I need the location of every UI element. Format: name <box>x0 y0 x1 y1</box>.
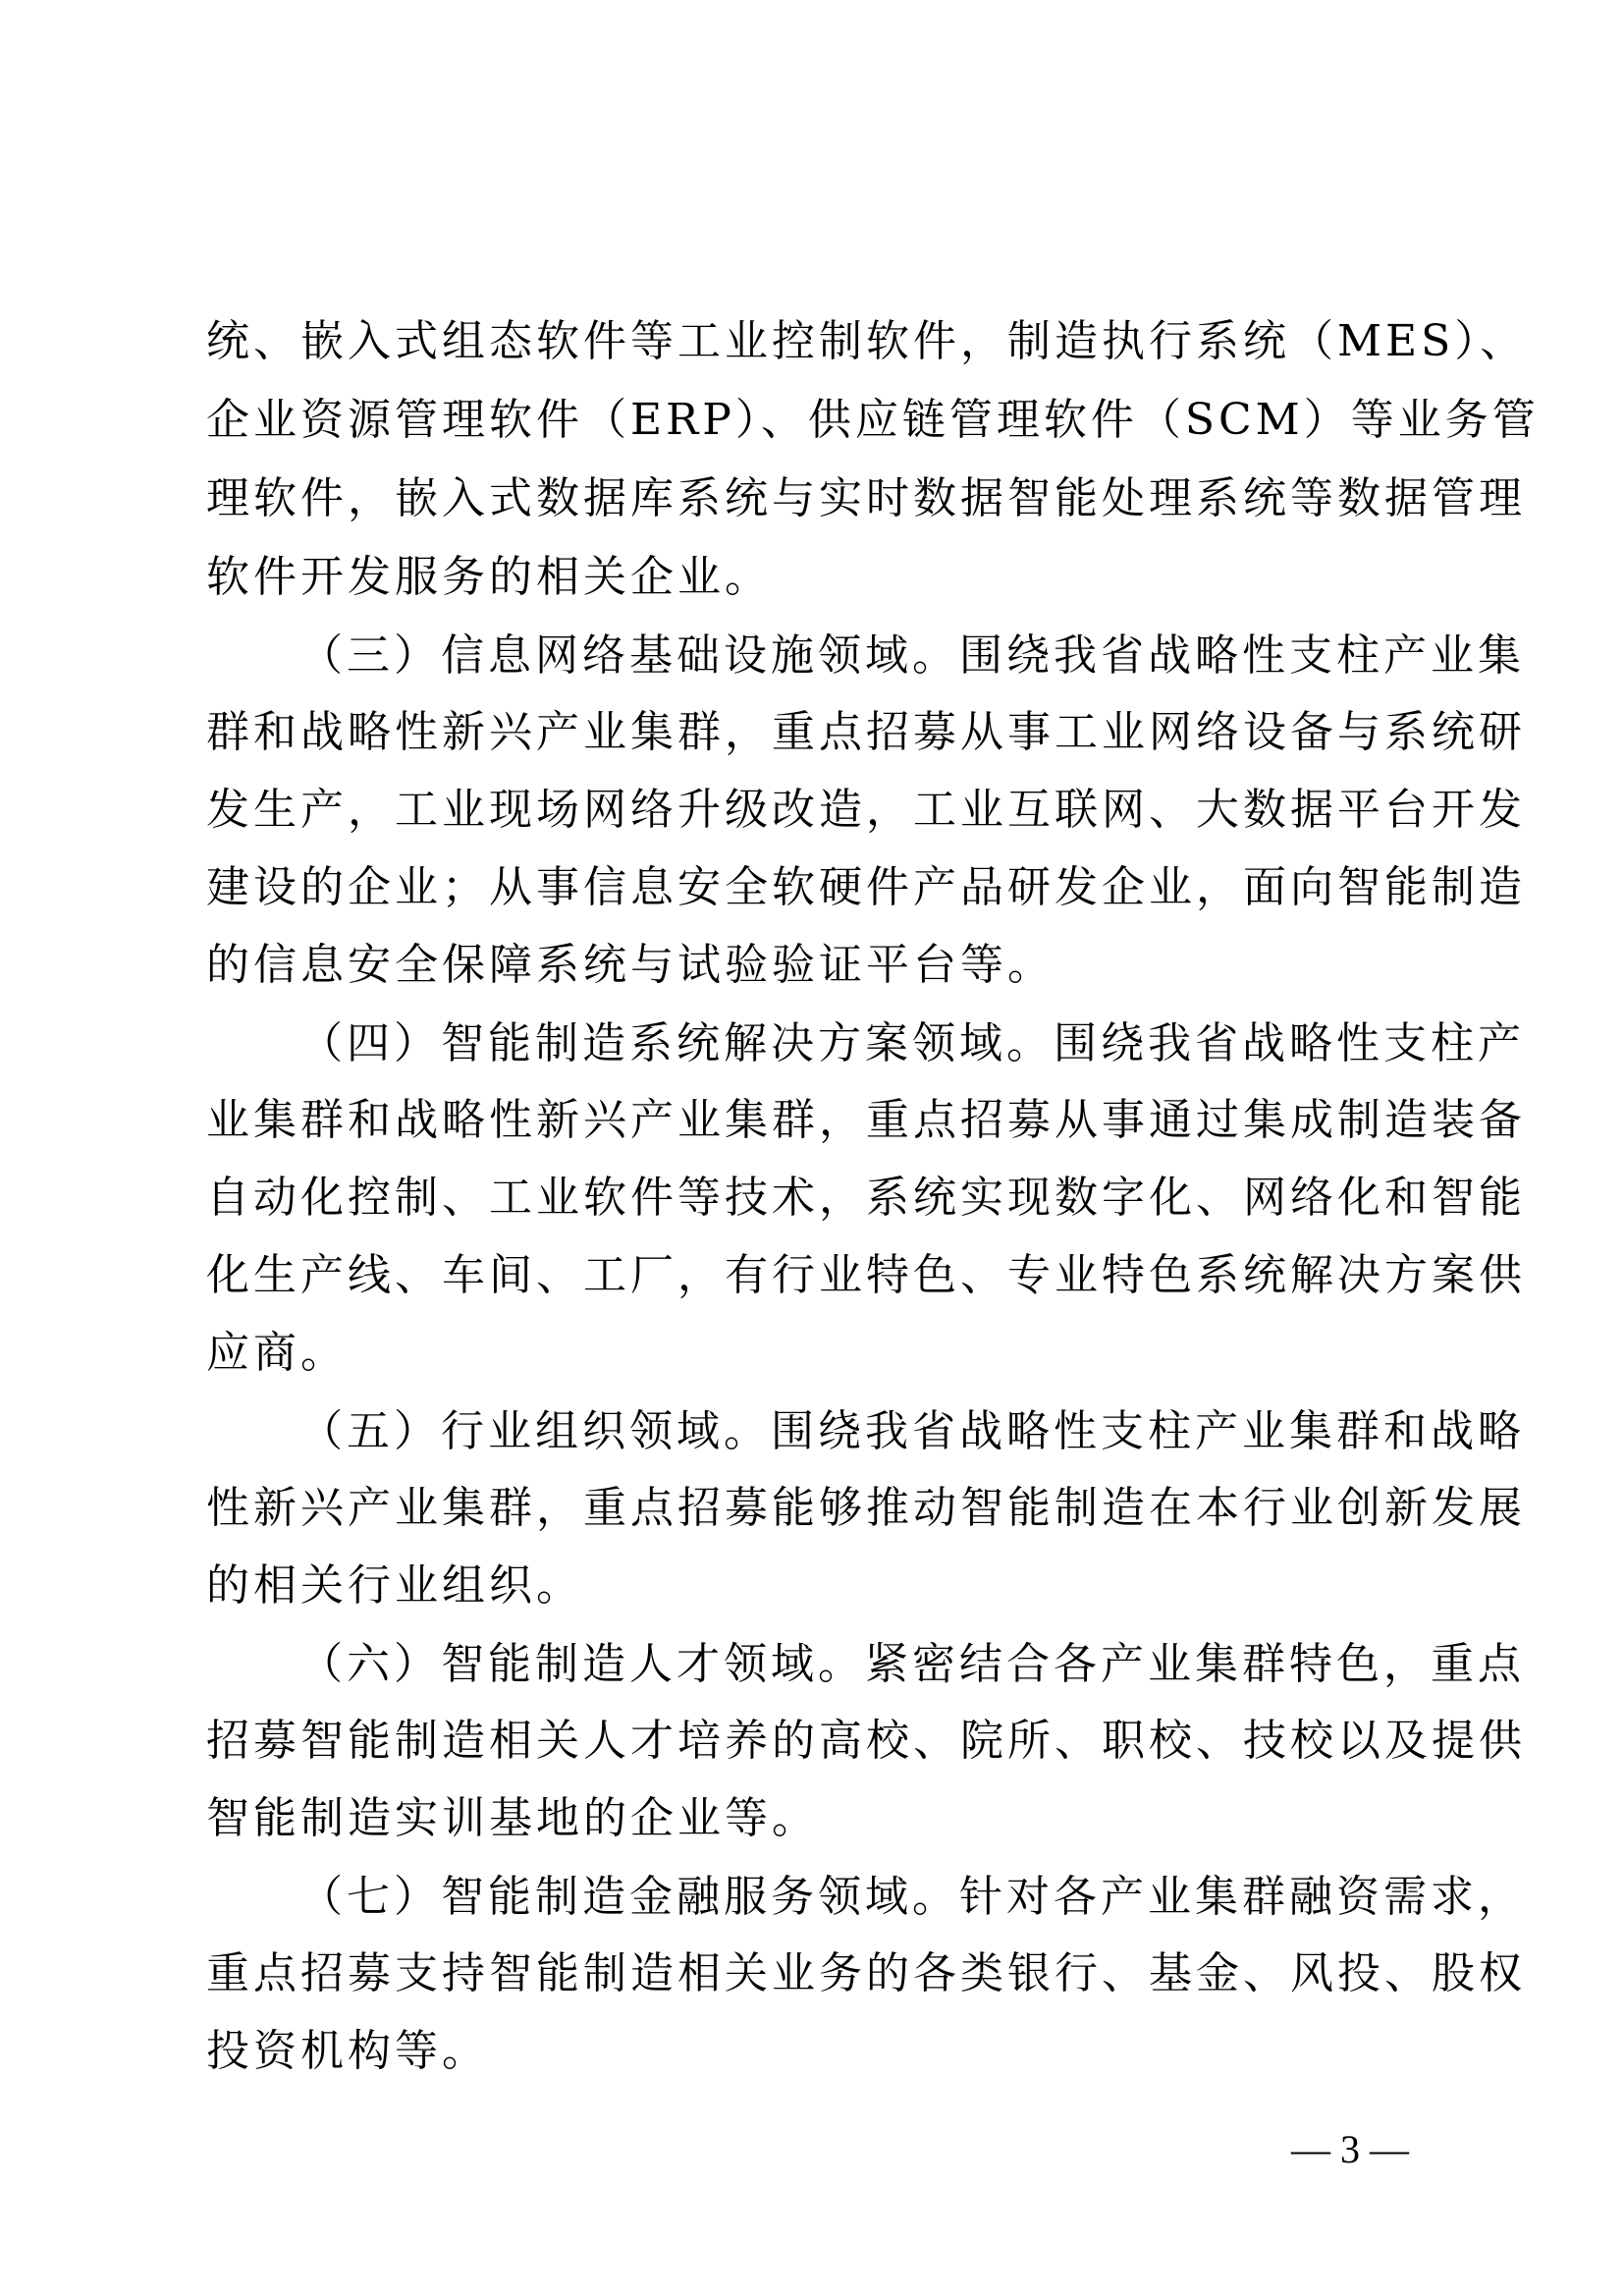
paragraph-line: 的相关行业组织。 <box>206 1560 583 1611</box>
paragraph-line: 理软件，嵌入式数据库系统与实时数据智能处理系统等数据管理 <box>206 473 1526 523</box>
paragraph-line: 智能制造实训基地的企业等。 <box>206 1793 819 1843</box>
paragraph-line: 发生产，工业现场网络升级改造，工业互联网、大数据平台开发 <box>206 785 1526 835</box>
paragraph-heading-line: （三）信息网络基础设施领域。围绕我省战略性支柱产业集 <box>299 630 1525 681</box>
paragraph-line: 的信息安全保障系统与试验验证平台等。 <box>206 940 1055 990</box>
paragraph-line: 投资机构等。 <box>206 2026 489 2076</box>
paragraph-line: 建设的企业；从事信息安全软硬件产品研发企业，面向智能制造 <box>206 862 1526 912</box>
paragraph-line: 群和战略性新兴产业集群，重点招募从事工业网络设备与系统研 <box>206 707 1526 757</box>
paragraph-line: 自动化控制、工业软件等技术，系统实现数字化、网络化和智能 <box>206 1173 1526 1223</box>
page-number: — 3 — <box>1291 2127 1409 2171</box>
paragraph-line: 业集群和战略性新兴产业集群，重点招募从事通过集成制造装备 <box>206 1095 1526 1145</box>
paragraph-line: 统、嵌入式组态软件等工业控制软件，制造执行系统（MES）、 <box>206 316 1528 366</box>
paragraph-line: 性新兴产业集群，重点招募能够推动智能制造在本行业创新发展 <box>206 1483 1526 1533</box>
paragraph-line: 软件开发服务的相关企业。 <box>206 552 772 602</box>
paragraph-heading-line: （四）智能制造系统解决方案领域。围绕我省战略性支柱产 <box>299 1018 1525 1068</box>
paragraph-heading-line: （七）智能制造金融服务领域。针对各产业集群融资需求， <box>299 1872 1525 1922</box>
paragraph-line: 重点招募支持智能制造相关业务的各类银行、基金、风投、股权 <box>206 1948 1526 1998</box>
paragraph-line: 化生产线、车间、工厂，有行业特色、专业特色系统解决方案供 <box>206 1250 1526 1300</box>
paragraph-line: 企业资源管理软件（ERP）、供应链管理软件（SCM）等业务管 <box>206 395 1540 445</box>
paragraph-line: 应商。 <box>206 1328 348 1378</box>
paragraph-heading-line: （五）行业组织领域。围绕我省战略性支柱产业集群和战略 <box>299 1406 1525 1456</box>
paragraph-line: 招募智能制造相关人才培养的高校、院所、职校、技校以及提供 <box>206 1716 1526 1766</box>
paragraph-heading-line: （六）智能制造人才领域。紧密结合各产业集群特色，重点 <box>299 1639 1525 1689</box>
